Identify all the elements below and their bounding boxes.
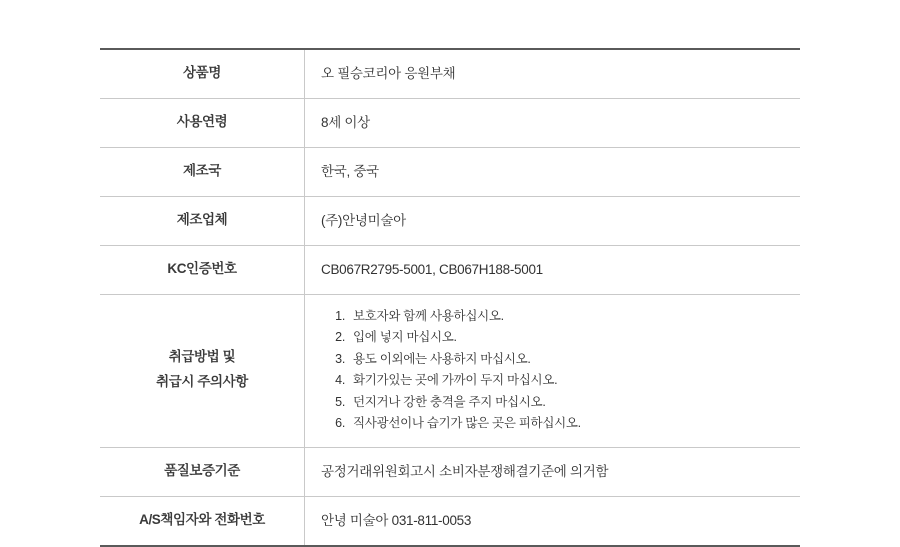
table-row [100,447,800,496]
list-item: 던지거나 강한 충격을 주지 마십시오. [353,394,546,409]
value-text: 안녕 미술아 031-811-0053 [321,512,472,528]
list-item: 보호자와 함께 사용하십시오. [353,308,504,323]
value-text: 오 필승코리아 응원부채 [321,65,456,81]
row-value-kc-certification-number [305,245,801,294]
row-label-country-of-manufacture [100,147,305,196]
label-line: 상품명 [183,65,221,80]
row-label-manufacturer [100,196,305,245]
label-line: KC인증번호 [167,260,237,276]
list-item: 직사광선이나 습기가 많은 곳은 피하십시오. [353,416,581,431]
product-spec-table [100,48,800,547]
table-row [100,98,800,147]
list-item: 용도 이외에는 사용하지 마십시오. [353,351,531,366]
table-row [100,49,800,98]
table-row [100,196,800,245]
row-label-product-name [100,49,305,98]
row-value-country-of-manufacture [305,147,801,196]
row-value-quality-warranty-standard [305,447,801,496]
label-line: 취급시 주의사항 [156,374,248,390]
list-item: 입에 넣지 마십시오. [353,330,457,345]
value-text: 공정거래위원회고시 소비자분쟁해결기준에 의거함 [321,463,609,479]
table-row [100,496,800,545]
label-line: 제조업체 [176,211,228,227]
cautions-list [321,306,800,435]
table-row [100,294,800,447]
row-value-handling-and-cautions [305,294,801,447]
table-row [100,245,800,294]
value-text: CB067R2795-5001, CB067H188-5001 [321,261,543,277]
label-line: 제조국 [183,162,221,178]
label-line: 취급방법 및 [168,349,236,365]
value-text: 8세 이상 [321,114,370,130]
label-line: 사용연령 [176,113,228,129]
row-label-handling-and-cautions [100,294,305,447]
row-label-age-range [100,98,305,147]
row-value-as-contact [305,496,801,545]
row-label-as-contact [100,496,305,545]
row-value-manufacturer [305,196,801,245]
row-label-kc-certification-number [100,245,305,294]
spec-table-body [100,49,800,546]
row-label-quality-warranty-standard [100,447,305,496]
row-value-product-name [305,49,801,98]
list-item: 화기가있는 곳에 가까이 두지 마십시오. [353,373,558,388]
value-text: (주)안녕미술아 [321,212,406,228]
table-row [100,147,800,196]
value-text: 한국, 중국 [321,163,379,179]
label-line: 품질보증기준 [164,462,240,478]
label-line: A/S책임자와 전화번호 [139,511,265,527]
row-value-age-range [305,98,801,147]
